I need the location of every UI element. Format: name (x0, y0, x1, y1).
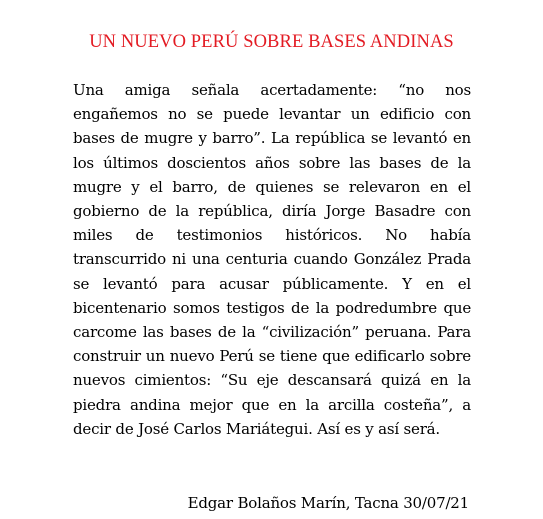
author-signature: Edgar Bolaños Marín, Tacna 30/07/21 (187, 494, 469, 512)
document-title: UN NUEVO PERÚ SOBRE BASES ANDINAS (89, 32, 454, 52)
body-paragraph: Una amiga señala acertadamente: “no nos engañemos no se puede levantar un edificio con bases de mugre y barro”. La república se levantó en los últimos doscientos años sobre las bases de la mugre y el barro, de quienes se relevaron en el gobierno de la república, diría Jorge Basadre con miles de testimonios históricos. No había transcurrido ni una centuria cuando González Prada se levantó para acusar públicamente. Y en el bicentenario somos testigos de la podredumbre que carcome las bases de la “civilización” peruana. Para construir un nuevo Perú se tiene que edificarlo sobre nuevos cimientos: “Su eje descansará quizá en la piedra andina mejor que en la arcilla costeña”, a decir de José Carlos Mariátegui. Así es y así será. (73, 81, 471, 438)
document-body (73, 78, 471, 441)
